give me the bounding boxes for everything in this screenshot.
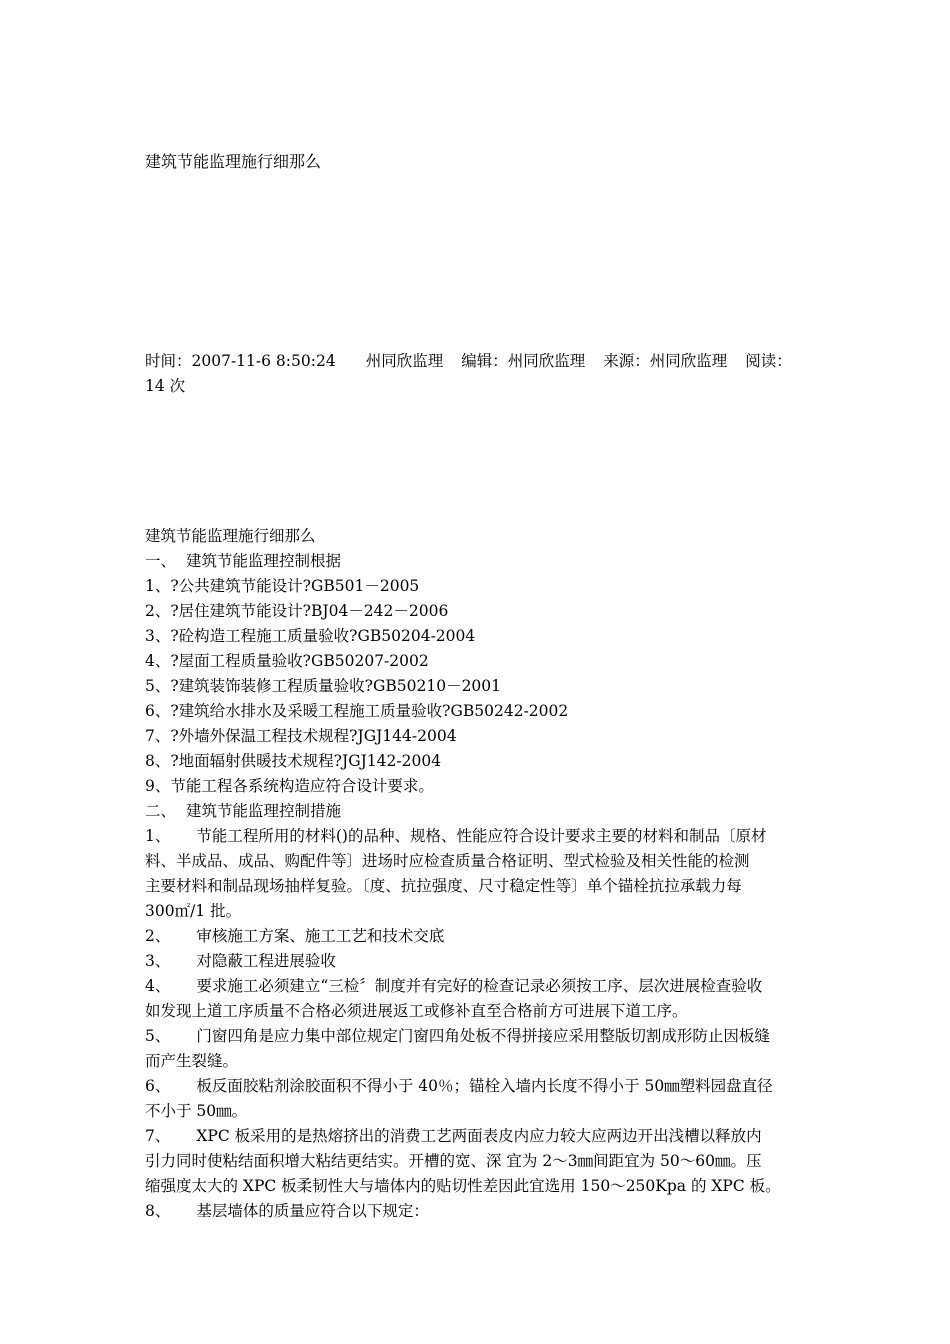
meta-time: 时间：2007-11-6 8:50:24 [145,352,336,370]
list-item: 4、 要求施工必须建立“三检〞制度并有完好的检查记录必须按工序、层次进展检查验收 如发现上道工序质量不合格必须进展返工或修补直至合格前方可进展下道工序。 [145,977,763,1020]
meta-author: 州同欣监理 [365,352,444,370]
meta-read-label: 阅读： [745,352,792,370]
list-item: 7、 XPC 板采用的是热熔挤出的消费工艺两面表皮内应力较大应两边开出浅槽以释放内 引力同时使粘结面积增大粘结更结实。开槽的宽、深 宜为 2～3㎜间距宜为 50～60㎜。压 缩强度太大的 XPC 板柔韧性大与墙体内的贴切性差因此宜选用 150～250Kpa 的 XPC 板。 [145,1127,781,1195]
list-item: 9、节能工程各系统构造应符合设计要求。 [145,777,434,795]
list-item: 1、 节能工程所用的材料()的品种、规格、性能应符合设计要求主要的材料和制品〔原材 料、半成品、成品、购配件等〕进场时应检查质量合格证明、型式检验及相关性能的检测 主要材料和制品现场抽样复验。〔度、抗拉强度、尺寸稳定性等〕单个锚栓抗拉承载力每 300㎡/1 批。 [145,827,767,920]
list-item: 8、?地面辐射供暖技术规程?JGJ142-2004 [145,752,442,770]
list-item: 7、?外墙外保温工程技术规程?JGJ144-2004 [145,727,457,745]
list-item: 6、 板反面胶粘剂涂胶面积不得小于 40％；锚栓入墙内长度不得小于 50㎜塑料园盘直径 不小于 50㎜。 [145,1077,773,1120]
reference-list [145,574,810,799]
list-item: 8、 基层墙体的质量应符合以下规定： [145,1202,429,1220]
document-title: 建筑节能监理施行细那么 [145,152,322,171]
body-title: 建筑节能监理施行细那么 [145,527,316,545]
list-item: 1、?公共建筑节能设计?GB501－2005 [145,577,420,595]
document-body [145,524,810,1224]
list-item: 2、 审核施工方案、施工工艺和技术交底 [145,927,445,945]
list-item: 6、?建筑给水排水及采暖工程施工质量验收?GB50242-2002 [145,702,569,720]
meta-source: 来源：州同欣监理 [603,352,728,370]
measure-list [145,824,810,1224]
meta-editor: 编辑：州同欣监理 [461,352,586,370]
section-heading-1: 一、 建筑节能监理控制根据 [145,552,342,570]
list-item: 3、?砼构造工程施工质量验收?GB50204-2004 [145,627,476,645]
meta-read-count: 14 次 [145,377,186,395]
list-item: 4、?屋面工程质量验收?GB50207-2002 [145,652,429,670]
list-item: 3、 对隐蔽工程进展验收 [145,952,336,970]
article-meta [145,349,810,399]
list-item: 5、 门窗四角是应力集中部位规定门窗四角处板不得拼接应采用整版切割成形防止因板缝 而产生裂缝。 [145,1027,770,1070]
list-item: 5、?建筑装饰装修工程质量验收?GB50210－2001 [145,677,502,695]
section-heading-2: 二、 建筑节能监理控制措施 [145,802,342,820]
list-item: 2、?居住建筑节能设计?BJ04－242－2006 [145,602,449,620]
